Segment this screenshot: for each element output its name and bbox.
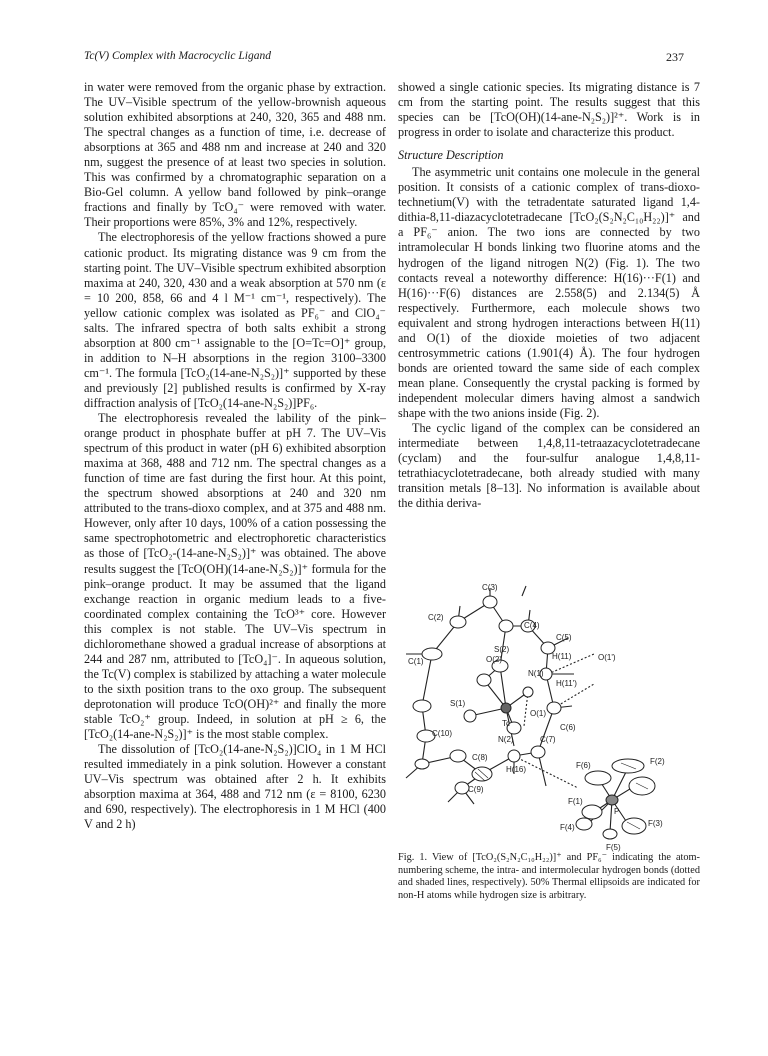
atom-labels — [408, 583, 665, 852]
page-number: 237 — [666, 50, 684, 64]
atom-label: P — [614, 807, 620, 816]
body-paragraph: The electrophoresis revealed the lability of the pink–orange product in phosphate buffer at pH 7. The UV–Vis spectrum of this product in water (pH 6) exhibited absorption maxima at 368, 488 and 712 nm. The spectral changes as a function of time are fast during the first hour. At this point, the spectrum showed absorptions at 240 and 320 nm attributed to the trans-dioxo complex, and at 375 and 488 nm. However, only after 10 days, 100% of a cation possessing the same spectrophotometric and electrophoretic characteristics as those of [TcO₂-(14-ane-N₂S₂)]⁺ was obtained. The above results suggest the [TcO(OH)(14-ane-N₂S₂)]⁺ formula for the pink–orange product. It may be assumed that the ligand exchange reaction in organic medium leads to a five-coordinated complex containing the TcO³⁺ core. However this complex is not stable. The UV–Vis spectrum in dichloromethane showed a gradual increase of absorptions at 244 and 287 nm, attributed to [TcO₄]⁻. In aqueous solution, the Tc(V) complex is stabilized by attaching a water molecule to the sixth position trans to the oxo group. The subsequent deprotonation will produce TcO(OH)²⁺ and finally the more stable TcO₂⁺ group. Indeed, in solution at pH ≥ 6, the [TcO₂(14-ane-N₂S₂)]⁺ is the most stable complex. — [84, 411, 386, 742]
section-heading: Structure Description — [398, 148, 504, 163]
atom-label: O(1) — [530, 709, 546, 718]
figure-caption: Fig. 1. View of [TcO₂(S₂N₂C₁₀H₂₂)]⁺ and PF₆⁻ indicating the atom-numbering scheme, the intra- and intermolecular hydrogen bonds (dotted and shaded lines, respectively). 50% Thermal ellipsoids are indicated for non-H atoms while hydrogen size is arbitrary. — [398, 852, 700, 901]
left-column — [84, 80, 386, 832]
atom-label: C(6) — [560, 723, 576, 732]
atom-label: F(5) — [606, 843, 621, 852]
atom-label: H(11') — [556, 679, 577, 688]
running-title: Tc(V) Complex with Macrocyclic Ligand — [84, 50, 271, 62]
figure-ortep — [398, 556, 700, 852]
atom-label: O(2) — [486, 655, 502, 664]
right-column — [398, 80, 700, 511]
atom-label: C(4) — [524, 621, 540, 630]
ortep-diagram — [398, 556, 700, 852]
body-paragraph: The asymmetric unit contains one molecule in the general position. It consists of a cationic complex of trans-dioxo-technetium(V) with the tetradentate saturated ligand 1,4-dithia-8,11-diazacyclotetradecane [TcO₂(S₂N₂C₁₀H₂₂)]⁺ and a PF₆⁻ anion. The two ions are connected by two intramolecular H bonds linking two fluorine atoms and the hydrogen of the ligand nitrogen N(2) (Fig. 1). The two contacts reveal a noteworthy difference: H(16)···F(1) and H(16)···F(6) distances are 2.558(5) and 2.134(5) Å respectively. Furthermore, each molecule shows two equivalent and strong hydrogen interactions between H(11) and O(1) of the dioxide moieties of two adjacent centrosymmetric cations (1.901(4) Å). The four hydrogen bonds are oriented toward the same side of each complex mean plane. Consequently the crystal packing is formed by independent molecular dimers having almost a sandwich shape with the two anions inside (Fig. 2). — [398, 165, 700, 420]
atom-label: O(1') — [598, 653, 616, 662]
body-paragraph: The dissolution of [TcO₂(14-ane-N₂S₂)]ClO₄ in 1 M HCl resulted immediately in a pink solution. However a constant UV–Vis spectrum was obtained after 2 h. It exhibits absorption maxima at 364, 488 and 712 nm (ε = 8100, 6230 and 690, respectively). The electrophoresis in 1 M HCl (400 V and 2 h) — [84, 742, 386, 832]
atom-label: F(2) — [650, 757, 665, 766]
atom-label: C(8) — [472, 753, 488, 762]
atom-label: C(7) — [540, 735, 556, 744]
atom-label: F(3) — [648, 819, 663, 828]
atom-label: F(6) — [576, 761, 591, 770]
atom-label: C(1) — [408, 657, 424, 666]
atom-label: F(4) — [560, 823, 575, 832]
body-paragraph: in water were removed from the organic phase by extraction. The UV–Visible spectrum of the yellow-brownish aqueous solution exhibited absorptions at 240, 320, 365 and 488 nm. The spectral changes as a function of time, i.e. decrease of absorptions at 365 and 488 nm and increase at 240 and 320 nm, suggest the presence of at least two species in solution. This was confirmed by a chromatographic separation on a Bio-Gel column. A yellow band followed by pink–orange fractions and finally by TcO₄⁻ were removed with water. Their proportions were 85%, 3% and 12%, respectively. — [84, 80, 386, 230]
atom-label: F(1) — [568, 797, 583, 806]
body-paragraph: The electrophoresis of the yellow fractions showed a pure cationic product. Its migrating distance was 9 cm from the starting point. The UV–Visible spectrum exhibited absorption maxima at 240, 320, 430 and a weak absorption at 570 nm (ε = 10 200, 858, 66 and 4 l M⁻¹ cm⁻¹, respectively). The yellow cationic complex was isolated as PF₆⁻ and ClO₄⁻ salts. The infrared spectra of both salts exhibit a strong absorption at 800 cm⁻¹ assignable to the [O=Tc=O]⁺ group, in addition to N–H absorptions in the region 3100–3300 cm⁻¹. The formula [TcO₂(14-ane-N₂S₂)]⁺ supported by these and previously [2] published results is confirmed by X-ray diffraction analysis of [TcO₂(14-ane-N₂S₂)]PF₆. — [84, 230, 386, 410]
atom-label: C(9) — [468, 785, 484, 794]
atom-label: S(1) — [450, 699, 466, 708]
atom-label: C(10) — [432, 729, 453, 738]
body-paragraph: The cyclic ligand of the complex can be considered an intermediate between 1,4,8,11-tetraazacyclotetradecane (cyclam) and the four-sulfur analogue 1,4,8,11-tetrathiacyclotetradecane, both already studied with many transition metals [8–13]. No information is available about the dithia deriva- — [398, 421, 700, 511]
atom-label: C(2) — [428, 613, 444, 622]
atom-label: C(5) — [556, 633, 572, 642]
atom-label: Tc — [502, 719, 510, 728]
body-paragraph: showed a single cationic species. Its migrating distance is 7 cm from the starting point. The results suggest that this species can be [TcO(OH)(14-ane-N₂S₂)]²⁺. Work is in progress in order to isolate and characterize this product. — [398, 80, 700, 140]
atom-label: N(2) — [498, 735, 514, 744]
atom-label: S(2) — [494, 645, 510, 654]
atom-label: H(16) — [506, 765, 527, 774]
page-header — [84, 50, 684, 68]
atom-label: C(3) — [482, 583, 498, 592]
atom-label: N(1) — [528, 669, 544, 678]
atom-label: H(11) — [552, 652, 572, 661]
